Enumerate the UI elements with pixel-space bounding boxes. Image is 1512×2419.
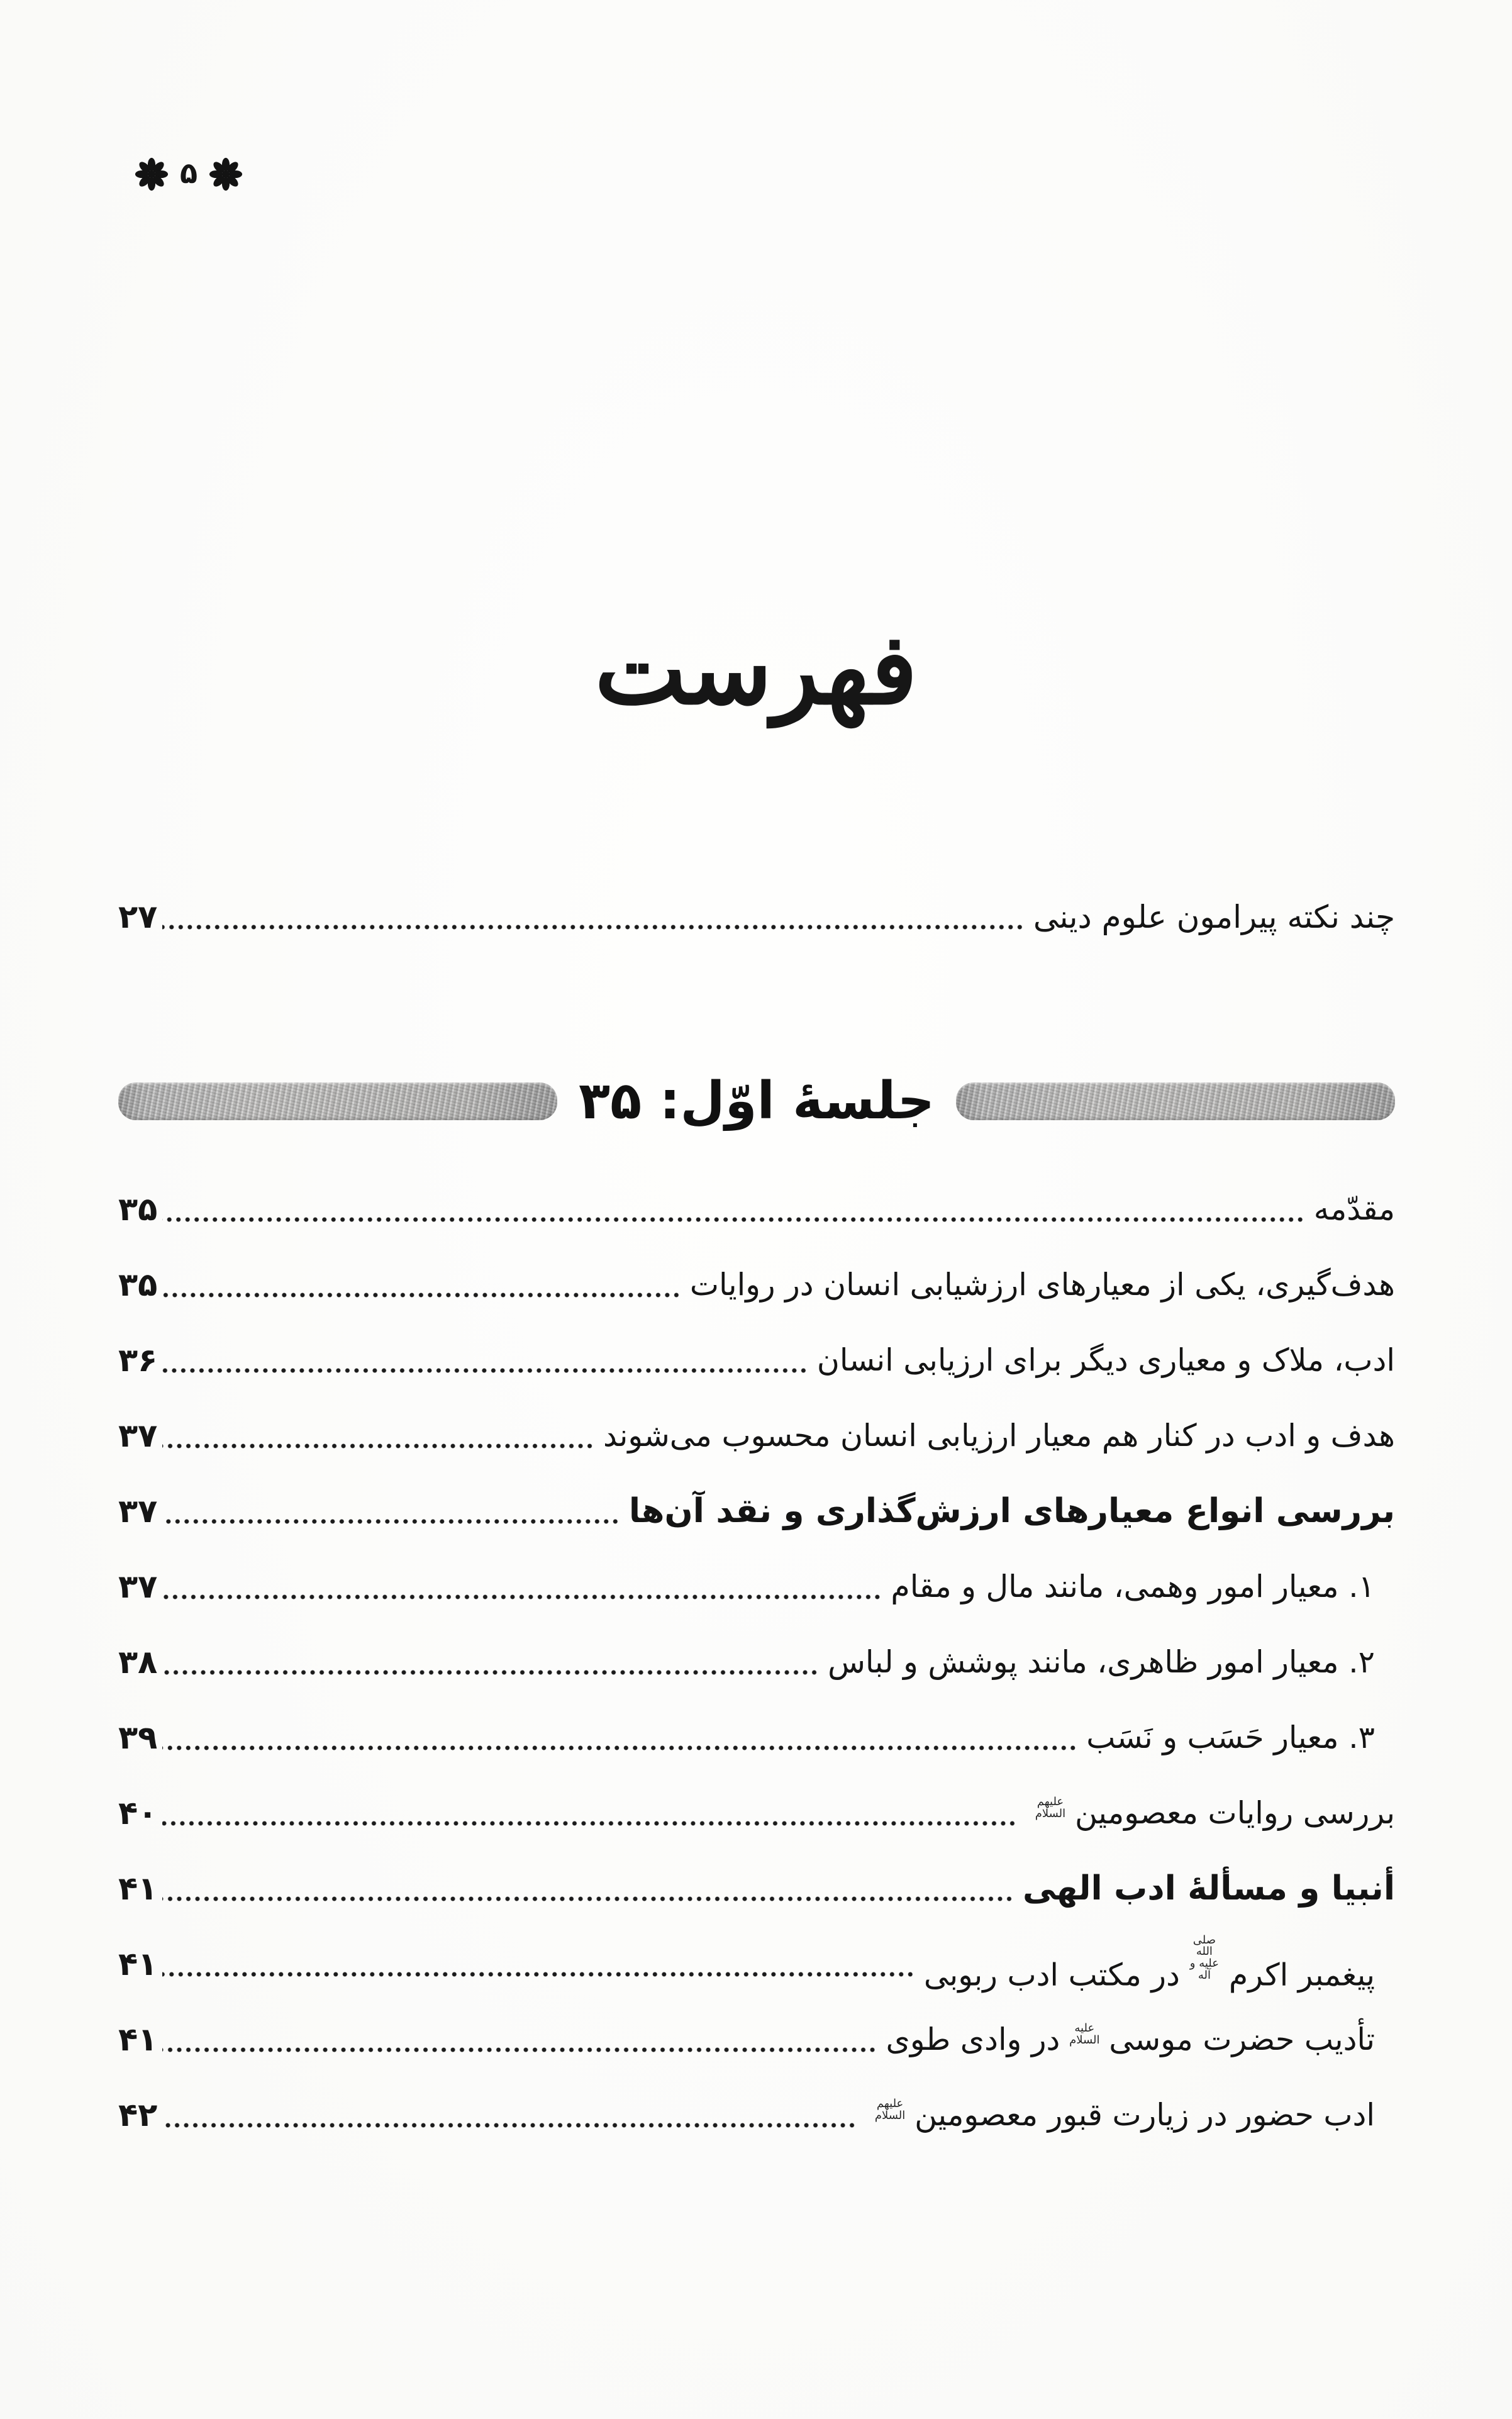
toc-entry [118, 1474, 1395, 1549]
toc-entry-label: ۲. معیار امور ظاهری، مانند پوشش و لباس [828, 1644, 1375, 1681]
toc-entry [118, 1549, 1395, 1625]
toc-entry-page-number: ۳۵ [118, 1191, 158, 1228]
toc-entry-label: چند نکته پیرامون علوم دینی [1033, 898, 1395, 935]
toc-entry-page-number: ۳۷ [118, 1568, 158, 1606]
dot-leader [162, 1745, 1077, 1751]
toc-entry-label: ادب، ملاک و معیاری دیگر برای ارزیابی انسان [816, 1342, 1395, 1379]
page-title: فهرست [594, 611, 918, 726]
toc-entry [118, 2077, 1395, 2153]
toc-entry-page-number: ۳۷ [118, 1493, 158, 1530]
toc-entry-page-number: ۲۷ [118, 898, 158, 936]
toc-entry-label-after: در وادی طوی [886, 2021, 1060, 2058]
dot-leader [162, 1518, 620, 1525]
header-rule-left [118, 1082, 557, 1120]
dot-leader [162, 1367, 808, 1374]
toc-entry-label: بررسی روایات معصومینعلیهم السلام [1026, 1794, 1395, 1832]
toc-entry-label: ۳. معیار حَسَب و نَسَب [1086, 1720, 1375, 1756]
toc-entry [118, 1700, 1395, 1776]
session-header [118, 1062, 1395, 1140]
toc-entry [118, 1323, 1395, 1398]
toc-entry-label: ادب حضور در زیارت قبور معصومینعلیهم السلام [865, 2096, 1375, 2134]
dot-leader [162, 1896, 1014, 1902]
toc-entry-page-number: ۳۵ [118, 1266, 158, 1304]
dot-leader [162, 1971, 915, 1977]
toc-entry [118, 1851, 1395, 1927]
dot-leader [162, 2047, 877, 2053]
toc-entry-label: هدف‌گیری، یکی از معیارهای ارزشیابی انسان در روایات [689, 1267, 1395, 1303]
honorific-mark: علیهم السلام [1035, 1795, 1066, 1821]
dot-leader [162, 1216, 1304, 1223]
toc-entry-label: مقدّمه [1313, 1191, 1395, 1228]
dot-leader [162, 924, 1025, 930]
toc-entry-page-number: ۴۲ [118, 2096, 158, 2134]
flower-ornament-icon [208, 156, 244, 192]
toc-entry-label: تأدیب حضرت موسیعلیه السلامدر وادی طوی [886, 2021, 1375, 2058]
session-title: جلسهٔ اوّل: ۳۵ [579, 1070, 935, 1131]
toc-entry-page-number: ۳۶ [118, 1342, 158, 1379]
toc-entry-page-number: ۳۸ [118, 1643, 158, 1681]
toc-entry [118, 2002, 1395, 2077]
honorific-mark: علیه السلام [1069, 2021, 1100, 2047]
toc-entry-page-number: ۴۱ [118, 1945, 158, 1983]
dot-leader [162, 1669, 819, 1676]
dot-leader [162, 1820, 1017, 1827]
toc-entry-label-after: در مکتب ادب ربوبی [923, 1957, 1180, 1993]
toc-entry [118, 1927, 1395, 2002]
toc-entry [118, 1247, 1395, 1323]
honorific-mark: علیهم السلام [874, 2097, 906, 2123]
toc-entry [118, 1172, 1395, 1247]
toc-entry-label: ۱. معیار امور وهمی، مانند مال و مقام [891, 1569, 1375, 1605]
toc-entry-label: هدف و ادب در کنار هم معیار ارزیابی انسان محسوب می‌شوند [603, 1418, 1395, 1454]
toc-entry-page-number: ۴۱ [118, 1870, 158, 1908]
toc-entry [118, 1776, 1395, 1851]
toc-entry [118, 879, 1395, 955]
flower-ornament-icon [133, 156, 170, 192]
page-number-block [133, 156, 244, 192]
toc-entry-label: بررسی انواع معیارهای ارزش‌گذاری و نقد آن‌ها [628, 1491, 1395, 1530]
toc-entry-label: أنبیا و مسألهٔ ادب الهی [1023, 1869, 1395, 1908]
toc-list [118, 1172, 1395, 2153]
toc-entry [118, 1625, 1395, 1700]
dot-leader [162, 1443, 594, 1449]
page-number: ۵ [180, 156, 198, 190]
toc-entry-page-number: ۳۹ [118, 1719, 158, 1757]
toc-entry-page-number: ۴۰ [118, 1794, 158, 1832]
toc-entry-label: پیغمبر اکرمصلی الله علیه و آلهدر مکتب ادب ربوبی [923, 1933, 1375, 1993]
dot-leader [162, 1594, 882, 1600]
toc-entry [118, 1398, 1395, 1474]
toc-entry-page-number: ۴۱ [118, 2021, 158, 2059]
honorific-mark: صلی الله علیه و آله [1189, 1933, 1219, 1982]
header-rule-right [956, 1082, 1395, 1120]
dot-leader [162, 1292, 681, 1298]
toc-entry-page-number: ۳۷ [118, 1417, 158, 1455]
dot-leader [162, 2122, 857, 2128]
